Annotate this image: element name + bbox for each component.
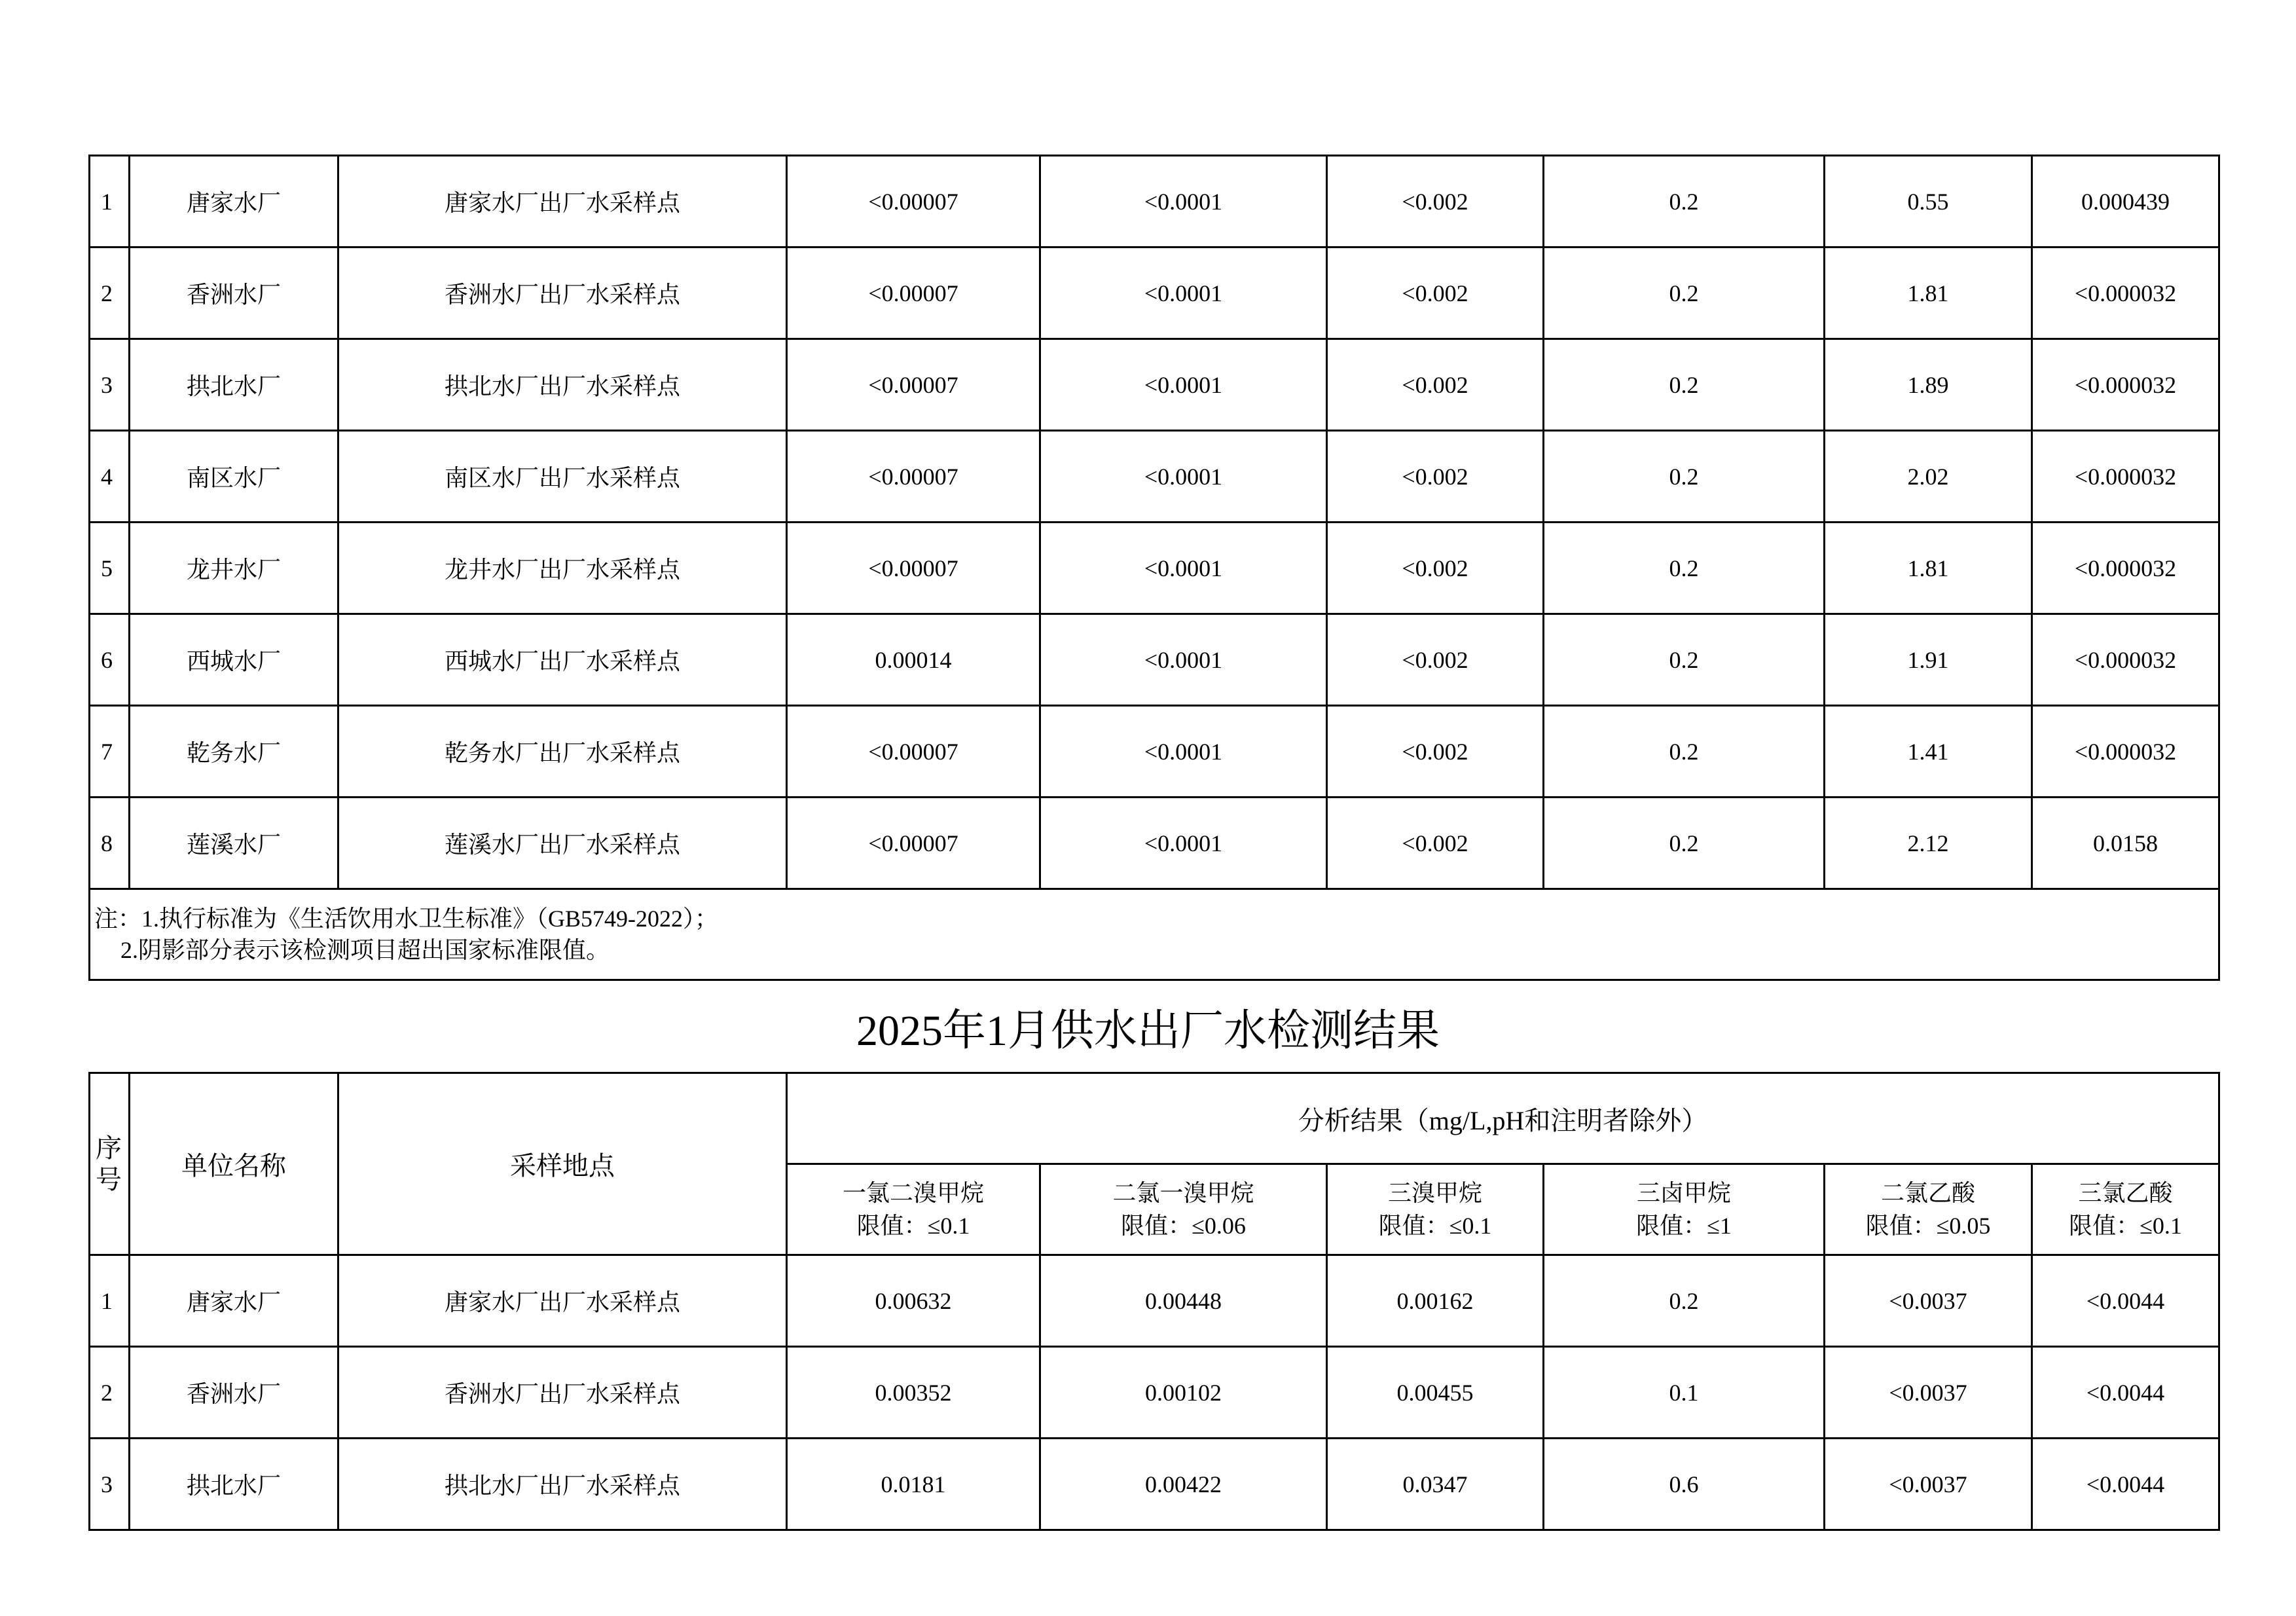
cell-value: 1.89 xyxy=(1825,339,2032,431)
cell-value: 0.00632 xyxy=(787,1255,1040,1347)
cell-unit-name: 唐家水厂 xyxy=(130,156,338,248)
cell-sampling-site: 拱北水厂出厂水采样点 xyxy=(338,1439,787,1530)
column-name: 一氯二溴甲烷 xyxy=(842,1180,984,1206)
cell-value: <0.002 xyxy=(1327,614,1544,706)
cell-value: <0.0037 xyxy=(1825,1347,2032,1439)
column-name: 三卤甲烷 xyxy=(1636,1180,1731,1206)
cell-value: 1.81 xyxy=(1825,523,2032,614)
cell-value: <0.002 xyxy=(1327,156,1544,248)
column-name: 三溴甲烷 xyxy=(1387,1180,1482,1206)
cell-value: <0.002 xyxy=(1327,798,1544,889)
cell-sampling-site: 唐家水厂出厂水采样点 xyxy=(338,1255,787,1347)
cell-value: <0.0001 xyxy=(1040,431,1327,523)
cell-value: 2.02 xyxy=(1825,431,2032,523)
cell-value: 0.00014 xyxy=(787,614,1040,706)
cell-value: 0.55 xyxy=(1825,156,2032,248)
column-name: 二氯乙酸 xyxy=(1880,1180,1975,1206)
cell-value: 0.000439 xyxy=(2032,156,2219,248)
cell-value: 0.00352 xyxy=(787,1347,1040,1439)
cell-sampling-site: 龙井水厂出厂水采样点 xyxy=(338,523,787,614)
cell-value: <0.002 xyxy=(1327,339,1544,431)
column-name: 三氯乙酸 xyxy=(2078,1180,2173,1206)
table-row xyxy=(90,798,2219,889)
table-row xyxy=(90,614,2219,706)
cell-value: <0.0037 xyxy=(1825,1255,2032,1347)
cell-value: <0.0001 xyxy=(1040,248,1327,339)
cell-unit-name: 莲溪水厂 xyxy=(130,798,338,889)
cell-index: 8 xyxy=(90,798,130,889)
cell-sampling-site: 香洲水厂出厂水采样点 xyxy=(338,1347,787,1439)
cell-index: 2 xyxy=(90,248,130,339)
cell-index: 3 xyxy=(90,339,130,431)
results-table-january xyxy=(88,1072,2220,1531)
table-row xyxy=(90,706,2219,798)
cell-unit-name: 香洲水厂 xyxy=(130,1347,338,1439)
cell-value: <0.0044 xyxy=(2032,1439,2219,1530)
cell-value: <0.0001 xyxy=(1040,339,1327,431)
cell-value: 0.00162 xyxy=(1327,1255,1544,1347)
cell-value: <0.0044 xyxy=(2032,1347,2219,1439)
cell-value: <0.002 xyxy=(1327,431,1544,523)
cell-value: <0.00007 xyxy=(787,156,1040,248)
cell-value: 0.00448 xyxy=(1040,1255,1327,1347)
cell-value: <0.00007 xyxy=(787,431,1040,523)
cell-value: 0.1 xyxy=(1544,1347,1825,1439)
cell-index: 2 xyxy=(90,1347,130,1439)
column-header xyxy=(1544,1164,1825,1255)
cell-sampling-site: 拱北水厂出厂水采样点 xyxy=(338,339,787,431)
cell-unit-name: 龙井水厂 xyxy=(130,523,338,614)
cell-value: 0.2 xyxy=(1544,614,1825,706)
notes xyxy=(90,889,2219,980)
cell-index: 3 xyxy=(90,1439,130,1530)
column-header xyxy=(1040,1164,1327,1255)
cell-value: <0.0001 xyxy=(1040,798,1327,889)
notes-row xyxy=(90,889,2219,980)
cell-value: 0.2 xyxy=(1544,248,1825,339)
cell-value: 0.0181 xyxy=(787,1439,1040,1530)
header-row xyxy=(90,1073,2219,1164)
cell-sampling-site: 乾务水厂出厂水采样点 xyxy=(338,706,787,798)
cell-index: 4 xyxy=(90,431,130,523)
cell-value: 0.2 xyxy=(1544,156,1825,248)
cell-value: <0.000032 xyxy=(2032,706,2219,798)
table-row xyxy=(90,339,2219,431)
cell-unit-name: 西城水厂 xyxy=(130,614,338,706)
cell-value: <0.0001 xyxy=(1040,156,1327,248)
table-row xyxy=(90,1439,2219,1530)
cell-index: 6 xyxy=(90,614,130,706)
cell-value: 0.0347 xyxy=(1327,1439,1544,1530)
column-name: 二氯一溴甲烷 xyxy=(1112,1180,1254,1206)
cell-unit-name: 南区水厂 xyxy=(130,431,338,523)
cell-value: <0.0001 xyxy=(1040,706,1327,798)
cell-value: <0.0044 xyxy=(2032,1255,2219,1347)
cell-value: <0.00007 xyxy=(787,798,1040,889)
cell-index: 1 xyxy=(90,156,130,248)
page-title: 2025年1月供水出厂水检测结果 xyxy=(856,1007,1440,1055)
cell-value: <0.000032 xyxy=(2032,523,2219,614)
table-row xyxy=(90,523,2219,614)
table-row xyxy=(90,1347,2219,1439)
cell-sampling-site: 唐家水厂出厂水采样点 xyxy=(338,156,787,248)
cell-value: 0.00422 xyxy=(1040,1439,1327,1530)
cell-value: 0.6 xyxy=(1544,1439,1825,1530)
cell-value: 1.91 xyxy=(1825,614,2032,706)
cell-unit-name: 唐家水厂 xyxy=(130,1255,338,1347)
cell-value: 1.81 xyxy=(1825,248,2032,339)
cell-value: <0.00007 xyxy=(787,523,1040,614)
header-unit-name: 单位名称 xyxy=(130,1073,338,1255)
cell-value: <0.0001 xyxy=(1040,614,1327,706)
cell-value: <0.000032 xyxy=(2032,339,2219,431)
column-limit: 限值：≤0.05 xyxy=(1865,1213,1991,1239)
cell-sampling-site: 香洲水厂出厂水采样点 xyxy=(338,248,787,339)
cell-value: <0.002 xyxy=(1327,248,1544,339)
table-row xyxy=(90,431,2219,523)
cell-value: <0.002 xyxy=(1327,523,1544,614)
header-analysis-results: 分析结果（mg/L,pH和注明者除外） xyxy=(787,1073,2219,1164)
cell-value: 0.0158 xyxy=(2032,798,2219,889)
cell-value: <0.00007 xyxy=(787,248,1040,339)
header-sampling-site: 采样地点 xyxy=(338,1073,787,1255)
cell-index: 1 xyxy=(90,1255,130,1347)
cell-value: <0.000032 xyxy=(2032,431,2219,523)
cell-value: 0.2 xyxy=(1544,1255,1825,1347)
cell-value: 0.2 xyxy=(1544,431,1825,523)
results-table-previous xyxy=(88,155,2220,981)
cell-value: 0.2 xyxy=(1544,523,1825,614)
header-index: 序号 xyxy=(90,1073,130,1255)
cell-value: <0.000032 xyxy=(2032,248,2219,339)
cell-value: <0.000032 xyxy=(2032,614,2219,706)
column-limit: 限值：≤0.1 xyxy=(856,1213,970,1239)
cell-unit-name: 乾务水厂 xyxy=(130,706,338,798)
cell-value: 0.2 xyxy=(1544,339,1825,431)
cell-unit-name: 香洲水厂 xyxy=(130,248,338,339)
cell-sampling-site: 西城水厂出厂水采样点 xyxy=(338,614,787,706)
cell-value: 0.00455 xyxy=(1327,1347,1544,1439)
cell-value: <0.0037 xyxy=(1825,1439,2032,1530)
note-line: 注：1.执行标准为《生活饮用水卫生标准》（GB5749-2022）； xyxy=(94,906,718,932)
column-limit: 限值：≤0.1 xyxy=(1378,1213,1492,1239)
cell-value: <0.0001 xyxy=(1040,523,1327,614)
cell-index: 5 xyxy=(90,523,130,614)
column-header xyxy=(2032,1164,2219,1255)
cell-value: 0.2 xyxy=(1544,798,1825,889)
cell-value: 0.2 xyxy=(1544,706,1825,798)
note-line: 2.阴影部分表示该检测项目超出国家标准限值。 xyxy=(120,937,610,963)
column-header xyxy=(1327,1164,1544,1255)
column-header xyxy=(1825,1164,2032,1255)
cell-value: 2.12 xyxy=(1825,798,2032,889)
table-row xyxy=(90,156,2219,248)
column-header xyxy=(787,1164,1040,1255)
cell-value: <0.00007 xyxy=(787,706,1040,798)
cell-value: 1.41 xyxy=(1825,706,2032,798)
table-row xyxy=(90,248,2219,339)
cell-unit-name: 拱北水厂 xyxy=(130,1439,338,1530)
cell-sampling-site: 南区水厂出厂水采样点 xyxy=(338,431,787,523)
cell-index: 7 xyxy=(90,706,130,798)
cell-unit-name: 拱北水厂 xyxy=(130,339,338,431)
cell-sampling-site: 莲溪水厂出厂水采样点 xyxy=(338,798,787,889)
table-row xyxy=(90,1255,2219,1347)
cell-value: <0.002 xyxy=(1327,706,1544,798)
cell-value: 0.00102 xyxy=(1040,1347,1327,1439)
column-limit: 限值：≤1 xyxy=(1636,1213,1732,1239)
cell-value: <0.00007 xyxy=(787,339,1040,431)
column-limit: 限值：≤0.06 xyxy=(1121,1213,1246,1239)
column-limit: 限值：≤0.1 xyxy=(2069,1213,2182,1239)
